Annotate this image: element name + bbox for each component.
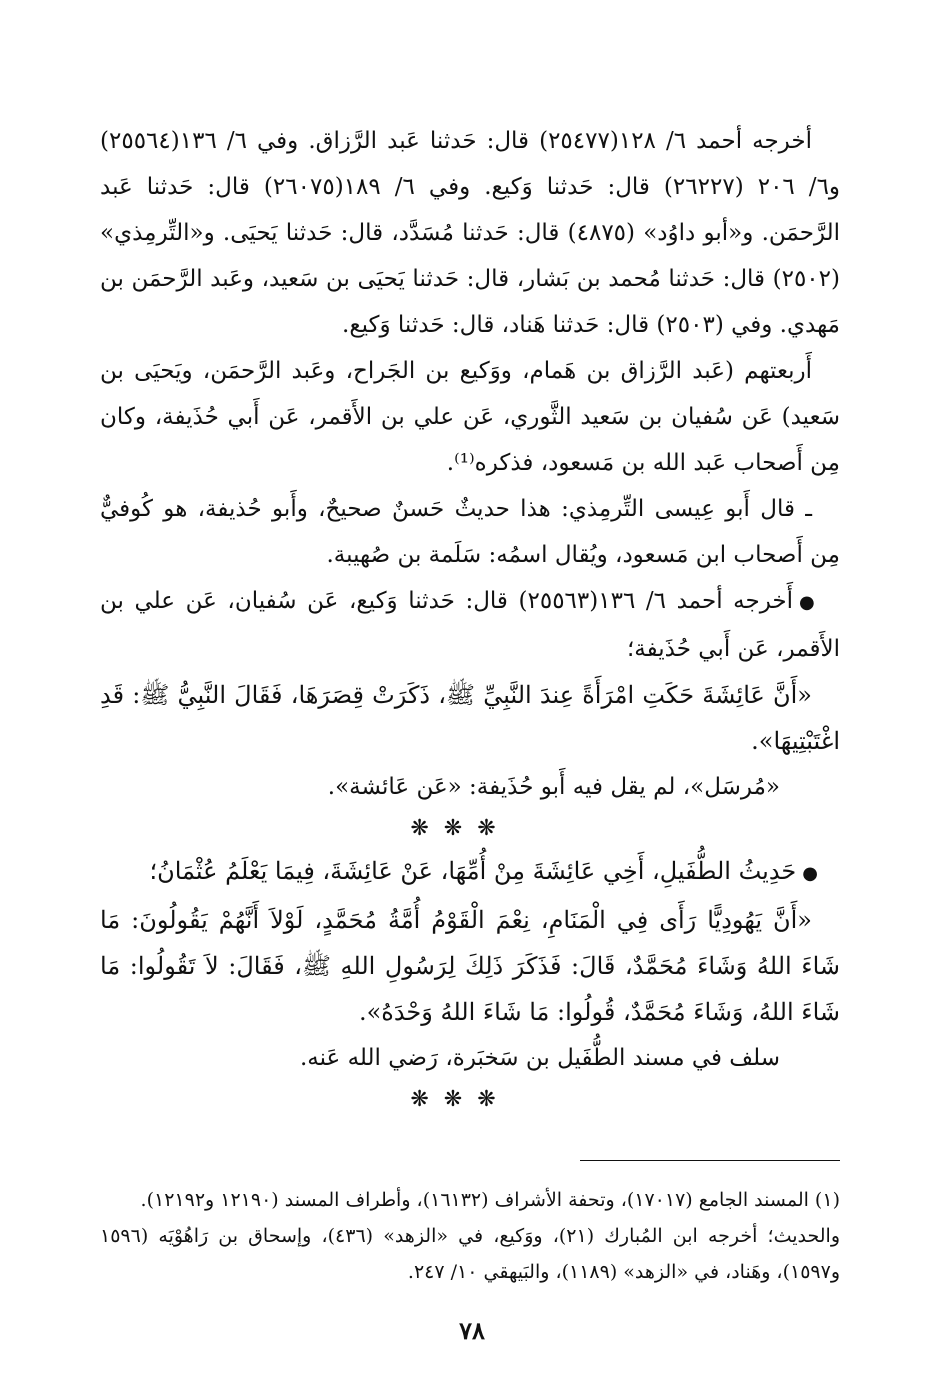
hadith-text-1: «أَنَّ عَائِشَةَ حَكَتِ امْرَأَةً عِندَ النَّبِيِّ ﷺ، ذَكَرَتْ قِصَرَهَا، فَقَالَ النَّبِيُّ ﷺ: قَدِ اغْتَبْتِيهَا». bbox=[100, 681, 840, 755]
page-number: ٧٨ bbox=[459, 1316, 485, 1345]
page-body bbox=[100, 118, 840, 1119]
separator-stars-2: ❋ ❋ ❋ bbox=[410, 1087, 500, 1112]
footnote-1: (١) المسند الجامع (١٧٠١٧)، وتحفة الأشراف (١٦١٣٢)، وأطراف المسند (١٢١٩٠ و١٢١٩٢). bbox=[140, 1189, 840, 1211]
paragraph-takhrij: أخرجه أحمد ٦/ ١٢٨(٢٥٤٧٧) قال: حَدثنا عَبد الرَّزاق. وفي ٦/ ١٣٦(٢٥٥٦٤) و٦/ ٢٠٦ (٢٦٢٢٧) قال: حَدثنا وَكيع. وفي ٦/ ١٨٩(٢٦٠٧٥) قال: حَدثنا عَبد الرَّحمَن. و«أبو داوُد» (٤٨٧٥) قال: حَدثنا مُسَدَّد، قال: حَدثنا يَحيَى. و«التِّرمِذي» (٢٥٠٢) قال: حَدثنا مُحمد بن بَشار، قال: حَدثنا يَحيَى بن سَعيد، وعَبد الرَّحمَن بن مَهدي. وفي (٢٥٠٣) قال: حَدثنا هَناد، قال: حَدثنا وَكيع. bbox=[100, 128, 841, 338]
paragraph-tirmidhi-comment: ـ قال أَبو عِيسى التِّرمِذي: هذا حديثٌ حَسنٌ صحيحٌ، وأَبو حُذيفة، هو كُوفيٌّ مِن أَصحاب ابن مَسعود، ويُقال اسمُه: سَلَمة بن صُهيبة. bbox=[100, 496, 840, 568]
footnotes bbox=[100, 1182, 840, 1290]
bullet-icon: ● bbox=[802, 863, 818, 884]
separator-stars-1: ❋ ❋ ❋ bbox=[410, 816, 500, 841]
hadith-text-2: «أَنَّ يَهُودِيًّا رَأَى فِي الْمَنَامِ، نِعْمَ الْقَوْمُ أُمَّةُ مُحَمَّدٍ، لَوْلاَ أَنَّهُمْ يَقُولُونَ: مَا شَاءَ اللهُ وَشَاءَ مُحَمَّدٌ، قَالَ: فَذَكَرَ ذَلِكَ لِرَسُولِ اللهِ ﷺ، فَقَالَ: لاَ تَقُولُوا: مَا شَاءَ اللهُ، وَشَاءَ مُحَمَّدٌ، قُولُوا: مَا شَاءَ اللهُ وَحْدَهُ». bbox=[100, 906, 840, 1026]
hadith-heading-tufail bbox=[100, 848, 840, 897]
paragraph-salaf: سلف في مسند الطُّفَيل بن سَخبَرة، رَضي الله عَنه. bbox=[299, 1045, 780, 1071]
bullet-icon: ● bbox=[799, 592, 818, 613]
footnote-divider bbox=[580, 1160, 840, 1161]
paragraph-isnad: أَربعتهم (عَبد الرَّزاق بن هَمام، ووَكيع بن الجَراح، وعَبد الرَّحمَن، ويَحيَى بن سَعيد) عَن سُفيان بن سَعيد الثَّوري، عَن علي بن الأَقمر، عَن أَبي حُذَيفة، وكان مِن أَصحاب عَبد الله بن مَسعود، فذكره⁽¹⁾. bbox=[100, 358, 840, 476]
hadith-heading-text: حَدِيثُ الطُّفَيلِ، أَخِي عَائِشَةَ مِنْ أُمِّهَا، عَنْ عَائِشَةَ، فِيمَا يَعْلَمُ عُثْمَانُ؛ bbox=[149, 857, 797, 885]
paragraph-ahmad-text: أَخرجه أحمد ٦/ ١٣٦(٢٥٥٦٣) قال: حَدثنا وَكيع، عَن سُفيان، عَن علي بن الأَقمر، عَن أَبي حُذَيفة؛ bbox=[100, 588, 840, 662]
paragraph-mursal: «مُرسَل»، لم يقل فيه أَبو حُذَيفة: «عَن عَائشة». bbox=[327, 774, 780, 800]
paragraph-ahmad-bullet bbox=[100, 578, 840, 672]
footnote-1-continued: والحديث؛ أخرجه ابن المُبارك (٢١)، ووَكيع، في «الزهد» (٤٣٦)، وإسحاق بن رَاهُوْيَه (١٥٩٦ و١٥٩٧)، وهَناد، في «الزهد» (١١٨٩)، والبَيهقي ١٠/ ٢٤٧. bbox=[100, 1225, 840, 1283]
